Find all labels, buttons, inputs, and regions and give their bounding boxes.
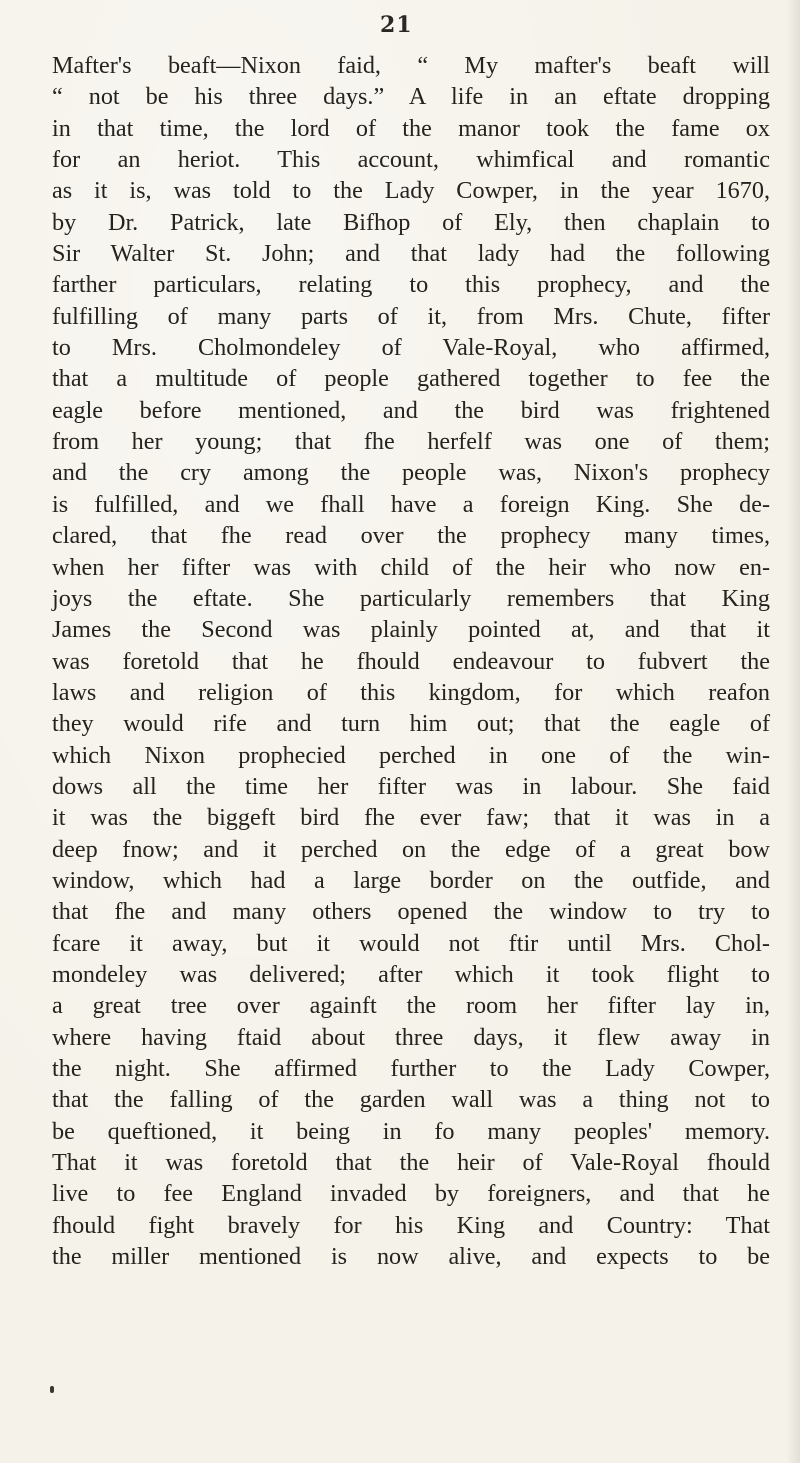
text-line: where having ftaid about three days, it flew away in: [52, 1023, 770, 1051]
text-line: that fhe and many others opened the window to try to: [52, 898, 770, 926]
text-line: that a multitude of people gathered together to fee the: [52, 365, 770, 393]
text-line: laws and religion of this kingdom, for which reafon: [52, 678, 770, 706]
text-line: Sir Walter St. John; and that lady had the following: [52, 240, 770, 268]
page-number: 21: [380, 12, 413, 38]
text-line: “ not be his three days.” A life in an eftate dropping: [52, 83, 770, 111]
text-line: by Dr. Patrick, late Bifhop of Ely, then chaplain to: [52, 208, 770, 236]
text-line: fulfilling of many parts of it, from Mrs. Chute, fifter: [52, 302, 770, 330]
ink-speck: [50, 1386, 54, 1393]
text-line: eagle before mentioned, and the bird was frightened: [52, 396, 770, 424]
text-line: was foretold that he fhould endeavour to fubvert the: [52, 647, 770, 675]
text-line: deep fnow; and it perched on the edge of a great bow: [52, 835, 770, 863]
text-line: that the falling of the garden wall was a thing not to: [52, 1086, 770, 1114]
text-line: is fulfilled, and we fhall have a foreign King. She de-: [52, 490, 770, 518]
text-line: James the Second was plainly pointed at, and that it: [52, 616, 770, 644]
text-line: fcare it away, but it would not ftir until Mrs. Chol-: [52, 929, 770, 957]
text-line: dows all the time her fifter was in labour. She faid: [52, 772, 770, 800]
text-line: be queftioned, it being in fo many peoples' memory.: [52, 1117, 770, 1145]
body-text: [52, 50, 770, 1272]
text-line: mondeley was delivered; after which it took flight to: [52, 960, 770, 988]
text-line: to Mrs. Cholmondeley of Vale-Royal, who affirmed,: [52, 334, 770, 362]
text-line: clared, that fhe read over the prophecy many times,: [52, 522, 770, 550]
text-line: live to fee England invaded by foreigners, and that he: [52, 1180, 770, 1208]
text-line: Mafter's beaft—Nixon faid, “ My mafter's beaft will: [52, 52, 770, 79]
text-line: they would rife and turn him out; that the eagle of: [52, 710, 770, 738]
text-line: fhould fight bravely for his King and Country: That: [52, 1211, 770, 1239]
text-line: when her fifter was with child of the heir who now en-: [52, 553, 770, 581]
text-line: it was the biggeft bird fhe ever faw; that it was in a: [52, 804, 770, 832]
text-line: the night. She affirmed further to the Lady Cowper,: [52, 1055, 770, 1082]
text-line: for an heriot. This account, whimfical and romantic: [52, 146, 770, 174]
text-line: which Nixon prophecied perched in one of the win-: [52, 741, 770, 769]
page-edge-shadow: [786, 0, 800, 1463]
text-line: farther particulars, relating to this prophecy, and the: [52, 271, 770, 299]
text-line: in that time, the lord of the manor took the fame ox: [52, 114, 770, 142]
text-line: as it is, was told to the Lady Cowper, in the year 1670,: [52, 177, 770, 205]
text-line: That it was foretold that the heir of Vale-Royal fhould: [52, 1149, 770, 1177]
text-line: the miller mentioned is now alive, and expects to be: [52, 1243, 770, 1271]
text-line: joys the eftate. She particularly remembers that King: [52, 584, 770, 612]
text-line: and the cry among the people was, Nixon's prophecy: [52, 459, 770, 487]
text-line: window, which had a large border on the outfide, and: [52, 866, 770, 894]
text-line: from her young; that fhe herfelf was one of them;: [52, 428, 770, 456]
text-line: a great tree over againft the room her fifter lay in,: [52, 992, 770, 1020]
